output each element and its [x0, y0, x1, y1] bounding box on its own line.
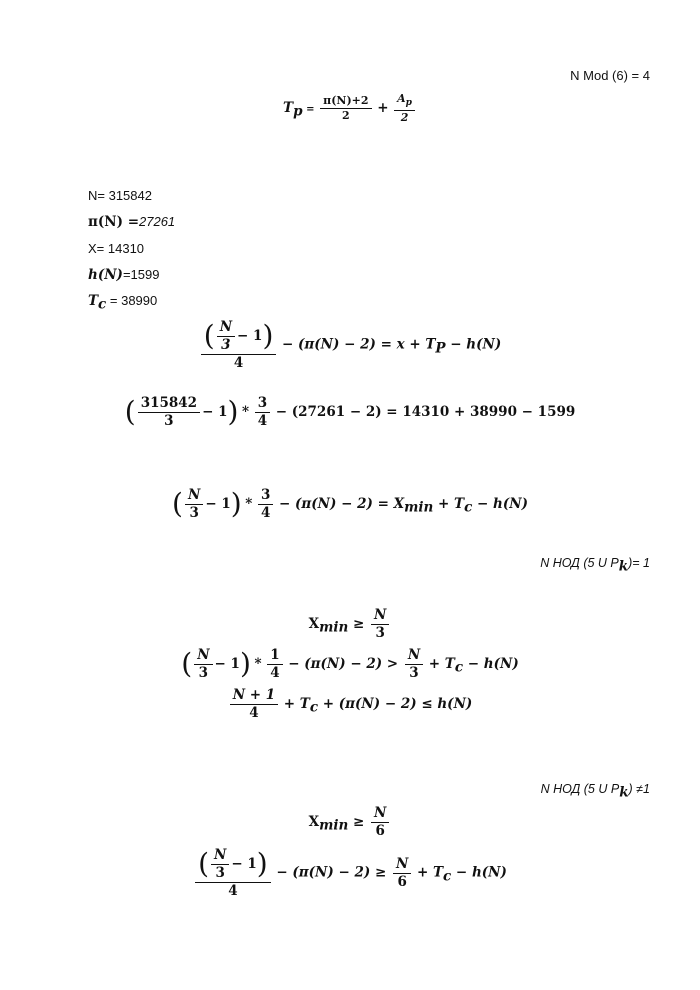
equation-3	[0, 488, 700, 521]
eq1-inner-num: N	[217, 320, 235, 337]
block1-line1	[0, 608, 700, 641]
block2-l2-num: ( $\frac{N}{3}$ − 1 )	[195, 848, 271, 883]
eq2-num: 315842	[138, 396, 200, 413]
block1-l3-t-sub: c	[309, 699, 319, 716]
block1-l2-rfrac	[405, 648, 423, 681]
block1-l3-frac	[230, 688, 278, 721]
block1-l2-num: N	[194, 648, 212, 665]
block2-l2-rnum: N	[393, 857, 411, 874]
eq1-mid-sub: P	[435, 340, 446, 357]
var-pi	[88, 214, 175, 230]
tp-frac2	[394, 93, 415, 124]
eq1-den: 4	[233, 354, 244, 371]
mod-note	[570, 68, 650, 83]
block2-l2-rden: 6	[397, 873, 407, 890]
var-tc-label: T	[88, 293, 99, 309]
block1-line2	[0, 648, 700, 681]
eq2-paren-group: ( $\frac{315842}{3}$ − 1 )	[124, 395, 239, 429]
cond2-prefix: N НОД (5 U P	[540, 782, 620, 796]
eq3-x-sub: min	[404, 499, 434, 516]
cond2-sub: k	[619, 784, 629, 801]
block1-l2-den: 3	[198, 664, 209, 681]
block2-l2-tail1: + T	[416, 864, 443, 881]
tp-frac1	[320, 95, 371, 122]
eq3-t-sub: c	[464, 499, 473, 516]
block1-l2-times: *	[254, 655, 262, 672]
mod-note-text: N Mod (6) = 4	[570, 68, 650, 83]
var-tc	[88, 293, 157, 313]
tp-eq: =	[306, 104, 315, 116]
eq3-frac	[185, 488, 203, 521]
cond1-suffix: )= 1	[628, 556, 650, 570]
var-x-text: X= 14310	[88, 241, 145, 256]
block2-l2-inner-den: 3	[215, 864, 225, 881]
block1-xmin-sub: min	[319, 619, 349, 636]
block1-frac	[371, 608, 389, 641]
var-tc-sub: c	[98, 296, 107, 313]
eq1-inner-den: 3	[221, 336, 231, 353]
tp-frac2-num-text: A	[397, 92, 406, 105]
block1-l2-t-sub: c	[454, 659, 464, 676]
var-n	[88, 188, 152, 203]
block1-l3-mid: + T	[283, 695, 310, 712]
eq1-main-frac	[201, 320, 277, 371]
block1-l3-tail: + (π(N) − 2) ≤ h(N)	[318, 695, 473, 712]
eq2-rest: − (27261 − 2) = 14310 + 38990 − 1599	[275, 403, 576, 420]
eq2-factor-den: 4	[257, 412, 268, 429]
eq1-minus-one: − 1	[237, 327, 263, 344]
eq2-minus-one: − 1	[202, 404, 228, 421]
tp-frac2-den: 2	[400, 111, 409, 125]
condition-1	[540, 556, 650, 575]
eq3-factor-num: 3	[258, 488, 273, 505]
block2-l2-mid: − (π(N) − 2) ≥	[276, 864, 391, 881]
block2-geq: ≥	[348, 813, 370, 830]
block2-line1	[0, 806, 700, 839]
tp-frac1-den: 2	[342, 109, 350, 123]
cond2-suffix: ) ≠1	[628, 782, 650, 796]
eq2-times: *	[242, 403, 250, 420]
eq2-factor-num: 3	[255, 396, 270, 413]
block2-frac-den: 6	[375, 822, 385, 839]
eq1-num: ( $\frac{N}{3}$ − 1 )	[201, 320, 277, 355]
block1-l2-paren: ( $\frac{N}{3}$ − 1 )	[181, 647, 251, 681]
tp-frac2-num-sub: p	[405, 98, 412, 109]
block2-l2-rfrac	[393, 857, 411, 890]
eq2-frac	[138, 396, 200, 429]
eq1-tail: − h(N)	[445, 336, 502, 353]
block1-l2-rnum: N	[405, 648, 423, 665]
condition-2	[541, 782, 650, 801]
var-n-text: N= 315842	[88, 188, 152, 203]
eq2-den: 3	[164, 412, 174, 429]
var-h-label: h(N)	[88, 267, 123, 283]
block1-l2-factor	[267, 648, 282, 681]
block2-frac-num: N	[371, 806, 389, 823]
block1-l2-factor-den: 4	[270, 664, 280, 681]
block2-l2-main-frac	[195, 848, 271, 899]
eq3-times: *	[245, 495, 253, 512]
eq3-den: 3	[189, 504, 199, 521]
cond1-prefix: N НОД (5 U P	[540, 556, 619, 570]
block1-frac-num: N	[371, 608, 389, 625]
block2-xmin: X	[308, 813, 320, 830]
block1-l3-num: N + 1	[230, 688, 278, 705]
block2-l2-minus-one: − 1	[231, 855, 257, 872]
block2-line2	[0, 848, 700, 899]
tp-lhs: T	[283, 100, 294, 117]
block2-frac	[371, 806, 389, 839]
block1-frac-den: 3	[375, 624, 385, 641]
equation-1	[0, 320, 700, 371]
block1-l2-minus-one: − 1	[214, 656, 240, 673]
eq1-mid: − (π(N) − 2) = x + T	[282, 336, 436, 353]
block1-l2-tail2: − h(N)	[463, 655, 519, 672]
var-tc-value: = 38990	[106, 293, 158, 308]
tp-plus: +	[377, 100, 389, 117]
eq3-mid: − (π(N) − 2) = X	[279, 495, 405, 512]
var-h	[88, 267, 159, 283]
block1-l2-tail1: + T	[428, 655, 455, 672]
eq1-inner-frac	[217, 320, 235, 353]
eq3-factor-den: 4	[260, 504, 271, 521]
block1-xmin: X	[308, 615, 320, 632]
block1-l3-den: 4	[249, 704, 259, 721]
block2-l2-t-sub: c	[443, 868, 452, 885]
block1-geq: ≥	[348, 615, 370, 632]
block1-l2-rden: 3	[409, 664, 419, 681]
var-pi-value: 27261	[139, 214, 176, 229]
tp-frac2-num	[394, 93, 415, 111]
tp-formula	[0, 93, 700, 124]
tp-frac1-num: π(N)+2	[320, 95, 371, 109]
block2-l2-tail2: − h(N)	[451, 864, 507, 881]
equation-2	[0, 396, 700, 429]
var-pi-label: π(N) =	[88, 214, 140, 230]
eq2-factor	[255, 396, 270, 429]
block2-l2-inner-num: N	[211, 848, 229, 865]
eq3-minus-one: − 1	[205, 496, 231, 513]
block2-xmin-sub: min	[319, 817, 349, 834]
block2-l2-den: 4	[228, 882, 238, 899]
eq3-tail2: − h(N)	[472, 495, 528, 512]
eq3-factor	[258, 488, 273, 521]
eq3-num: N	[185, 488, 203, 505]
tp-lhs-sub: p	[293, 103, 303, 120]
block1-l2-mid: − (π(N) − 2) >	[288, 655, 403, 672]
eq3-paren-group: ( $\frac{N}{3}$ − 1 )	[172, 487, 242, 521]
cond1-sub: k	[618, 558, 629, 575]
block1-line3	[0, 688, 700, 721]
eq3-tail1: + T	[433, 495, 465, 512]
block1-l2-factor-num: 1	[267, 648, 282, 665]
var-x	[88, 241, 144, 256]
var-h-value: =1599	[122, 267, 160, 282]
block2-l2-inner-frac	[211, 848, 229, 881]
block1-l2-frac	[194, 648, 212, 681]
